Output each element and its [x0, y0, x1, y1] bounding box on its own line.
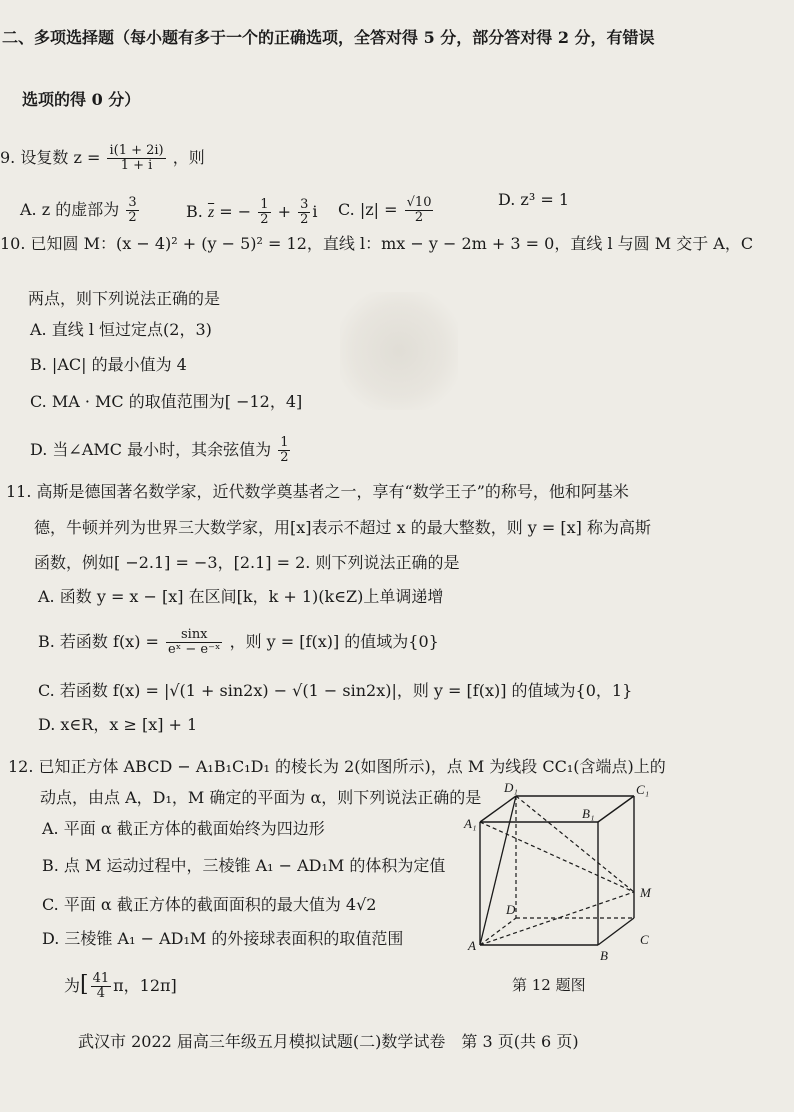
q9-option-a — [20, 196, 141, 225]
q11-option-a: A. 函数 y = x − [x] 在区间[k，k + 1)(k∈Z)上单调递增 — [38, 587, 444, 606]
label-B: B — [600, 948, 608, 960]
q9-fraction — [107, 144, 165, 173]
q12-option-b: B. 点 M 运动过程中，三棱锥 A₁ − AD₁M 的体积为定值 — [42, 856, 446, 875]
q11-b-den: eˣ − e⁻ˣ — [168, 642, 221, 657]
label-D: D — [506, 902, 516, 917]
q11-line1: 11. 高斯是德国著名数学家，近代数学奠基者之一，享有“数学王子”的称号，他和阿基米 — [6, 482, 629, 501]
q9-frac-den: 1 + i — [120, 158, 153, 173]
q9-option-d: D. z³ = 1 — [498, 190, 570, 209]
q10-option-c: C. MA · MC 的取值范围为[ −12，4] — [30, 392, 303, 411]
q9-stem-pre: 设复数 z = — [20, 148, 101, 167]
q12-d2-post: π，12π] — [113, 976, 177, 995]
label-A1: A₁ — [464, 816, 477, 831]
page-footer: 武汉市 2022 届高三年级五月模拟试题(二)数学试卷 第 3 页(共 6 页) — [78, 1032, 579, 1051]
label-A: A — [468, 938, 476, 953]
q9-b-eq: = − — [214, 202, 252, 221]
q9-b-i: i — [312, 202, 318, 221]
q11-b-num: sinx — [166, 628, 222, 643]
q10-line1: 10. 已知圆 M：(x − 4)² + (y − 5)² = 12，直线 l：mx − y − 2m + 3 = 0，直线 l 与圆 M 交于 A，C — [0, 234, 754, 253]
q12-option-d-line1: D. 三棱锥 A₁ − AD₁M 的外接球表面积的取值范围 — [42, 929, 404, 948]
q12-d2-frac — [91, 972, 112, 1001]
q11-b-frac — [166, 628, 222, 657]
q9-b-zbar: $\overline{z}$ — [207, 204, 215, 221]
q9-frac-num: i(1 + 2i) — [109, 143, 164, 158]
cube-figure — [462, 780, 662, 960]
q11-line2: 德，牛顿并列为世界三大数学家，用[x]表示不超过 x 的最大整数，则 y = [x] 称为高斯 — [34, 518, 652, 537]
q9-a-den: 2 — [128, 210, 137, 225]
q10-option-d — [30, 436, 292, 465]
label-C1: C₁ — [636, 782, 650, 797]
q9-b-num1: 1 — [260, 197, 269, 212]
q9-option-c — [338, 196, 435, 225]
q12-line2: 动点，由点 A，D₁，M 确定的平面为 α，则下列说法正确的是 — [40, 788, 482, 807]
q9-c-den: 2 — [414, 210, 424, 225]
figure-caption: 第 12 题图 — [512, 976, 586, 994]
q9-b-plus: + — [277, 202, 292, 221]
section-heading-line2: 选项的得 0 分） — [22, 90, 141, 109]
q12-line1: 12. 已知正方体 ABCD − A₁B₁C₁D₁ 的棱长为 2(如图所示)，点 M 为线段 CC₁(含端点)上的 — [8, 757, 666, 776]
q11-b-pre: B. 若函数 f(x) = — [38, 632, 159, 651]
q10-line2: 两点，则下列说法正确的是 — [28, 289, 221, 308]
q11-line3: 函数，例如[ −2.1] = −3，[2.1] = 2. 则下列说法正确的是 — [34, 553, 460, 572]
q12-d2-bracket: [ — [80, 972, 89, 997]
q12-option-d-line2 — [64, 972, 177, 1001]
q9-b-den2: 2 — [300, 212, 309, 227]
q9-b-label: B. — [186, 202, 203, 221]
q9-a-text: A. z 的虚部为 — [20, 200, 120, 219]
q10-option-b: B. |AC| 的最小值为 4 — [30, 355, 187, 374]
section-heading-line1: 二、多项选择题（每小题有多于一个的正确选项，全答对得 5 分，部分答对得 2 分，有错误 — [2, 28, 655, 47]
q12-option-c: C. 平面 α 截正方体的截面面积的最大值为 4√2 — [42, 895, 377, 914]
q10-d-num: 1 — [280, 435, 289, 450]
q12-d2-den: 4 — [96, 986, 106, 1001]
q12-option-a: A. 平面 α 截正方体的截面始终为四边形 — [42, 819, 325, 838]
print-through-smudge — [340, 292, 458, 410]
q9-option-b — [186, 198, 318, 227]
edge-B1C1 — [598, 796, 634, 822]
segment-A1M — [480, 822, 634, 892]
q12-d2-num: 41 — [92, 971, 110, 986]
q11-option-d: D. x∈R，x ≥ [x] + 1 — [38, 715, 198, 734]
label-D1: D₁ — [504, 780, 518, 795]
q9-b-num2: 3 — [300, 197, 309, 212]
q9-number: 9. — [0, 148, 16, 167]
q11-option-b — [38, 628, 439, 657]
q9-c-frac — [405, 196, 434, 225]
q10-d-frac — [278, 436, 290, 465]
q9-b-frac2 — [298, 198, 310, 227]
q10-option-a: A. 直线 l 恒过定点(2，3) — [30, 320, 212, 339]
edge-BC — [598, 918, 634, 945]
q10-d-text: D. 当∠AMC 最小时，其余弦值为 — [30, 440, 272, 459]
q9-stem — [0, 144, 205, 173]
q9-c-num: √10 — [406, 195, 432, 210]
q9-b-frac1 — [258, 198, 270, 227]
q12-d2-pre: 为 — [64, 976, 81, 995]
label-C: C — [640, 932, 649, 947]
q9-c-text: C. |z| = — [338, 200, 398, 219]
segment-D1M — [516, 796, 634, 892]
q10-d-den: 2 — [280, 450, 289, 465]
q9-a-num: 3 — [128, 195, 137, 210]
q9-a-frac — [126, 196, 138, 225]
q9-b-den1: 2 — [260, 212, 269, 227]
q11-option-c: C. 若函数 f(x) = |√(1 + sin2x) − √(1 − sin2x)|，则 y = [f(x)] 的值域为{0，1} — [38, 681, 633, 700]
q11-b-post: ，则 y = [f(x)] 的值域为{0} — [229, 632, 439, 651]
label-B1: B₁ — [582, 806, 595, 821]
label-M: M — [640, 885, 651, 900]
q9-stem-post: ，则 — [172, 148, 205, 167]
